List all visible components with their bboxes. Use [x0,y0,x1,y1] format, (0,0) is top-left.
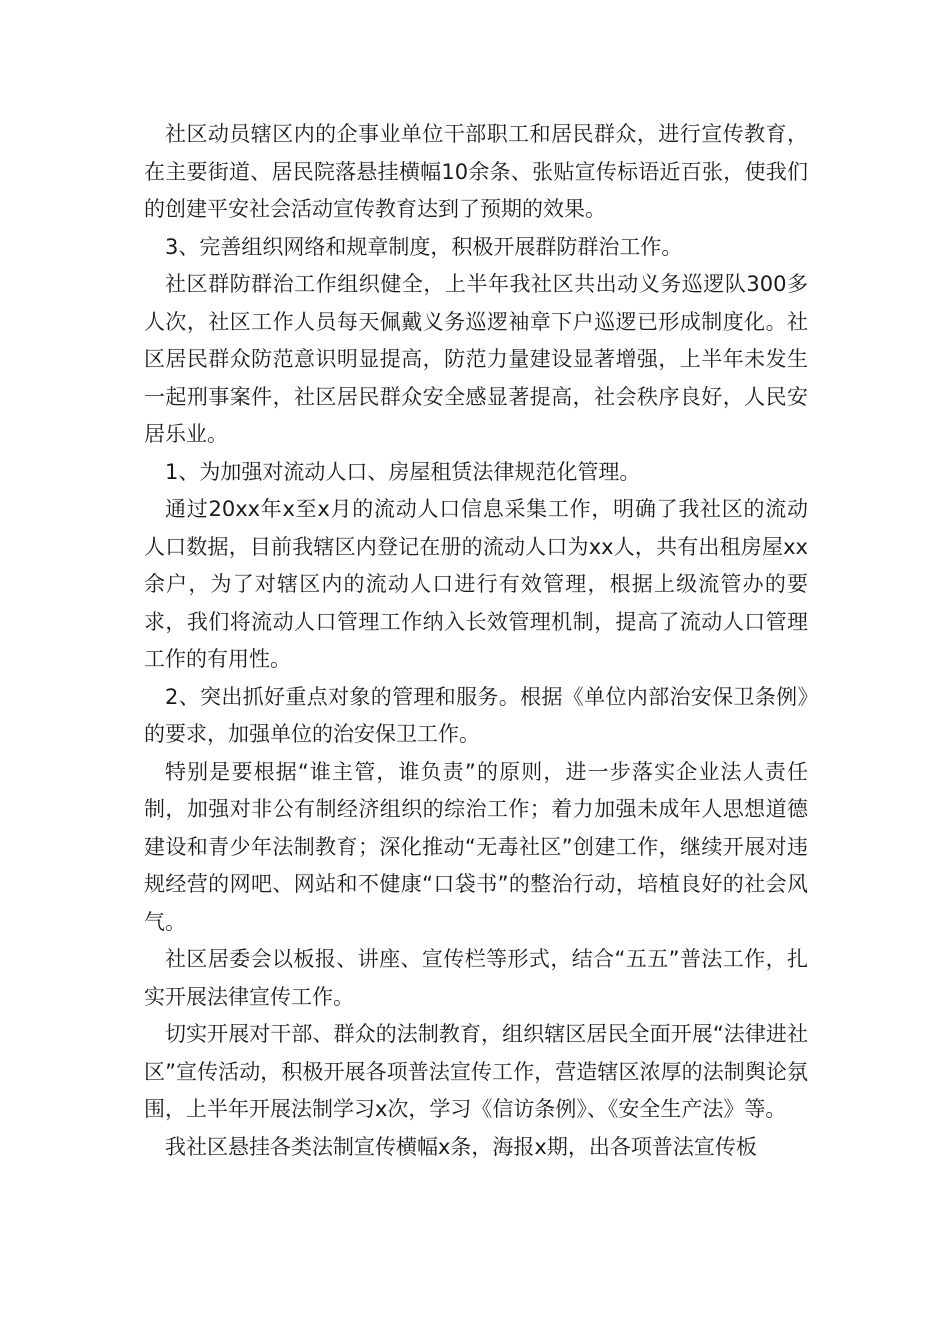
document-body [144,116,808,1166]
paragraph: 2、突出抓好重点对象的管理和服务。根据《单位内部治安保卫条例》的要求，加强单位的治安保卫工作。 [144,684,808,746]
paragraph: 切实开展对干部、群众的法制教育，组织辖区居民全面开展“法律进社区”宣传活动，积极开展各项普法宣传工作，营造辖区浓厚的法制舆论氛围，上半年开展法制学习x次，学习《信访条例》、《安全生产法》等。 [144,1022,808,1121]
paragraph: 社区动员辖区内的企事业单位干部职工和居民群众，进行宣传教育，在主要街道、居民院落悬挂横幅10余条、张贴宣传标语近百张，使我们的创建平安社会活动宣传教育达到了预期的效果。 [144,122,808,221]
paragraph: 我社区悬挂各类法制宣传横幅x条，海报x期，出各项普法宣传板 [165,1134,757,1159]
paragraph: 社区群防群治工作组织健全，上半年我社区共出动义务巡逻队300多人次，社区工作人员每天佩戴义务巡逻袖章下户巡逻已形成制度化。社区居民群众防范意识明显提高，防范力量建设显著增强，上半年未发生一起刑事案件，社区居民群众安全感显著提高，社会秩序良好，人民安居乐业。 [144,272,808,446]
paragraph: 3、完善组织网络和规章制度，积极开展群防群治工作。 [165,234,683,259]
paragraph: 通过20xx年x至x月的流动人口信息采集工作，明确了我社区的流动人口数据，目前我辖区内登记在册的流动人口为xx人，共有出租房屋xx余户，为了对辖区内的流动人口进行有效管理，根据上级流管办的要求，我们将流动人口管理工作纳入长效管理机制，提高了流动人口管理工作的有用性。 [144,497,808,671]
paragraph: 社区居委会以板报、讲座、宣传栏等形式，结合“五五”普法工作，扎实开展法律宣传工作。 [144,947,808,1009]
paragraph: 特别是要根据“谁主管，谁负责”的原则，进一步落实企业法人责任制，加强对非公有制经济组织的综治工作；着力加强未成年人思想道德建设和青少年法制教育；深化推动“无毒社区”创建工作，继续开展对违规经营的网吧、网站和不健康“口袋书”的整治行动，培植良好的社会风气。 [144,759,808,934]
paragraph: 1、为加强对流动人口、房屋租赁法律规范化管理。 [165,459,641,484]
